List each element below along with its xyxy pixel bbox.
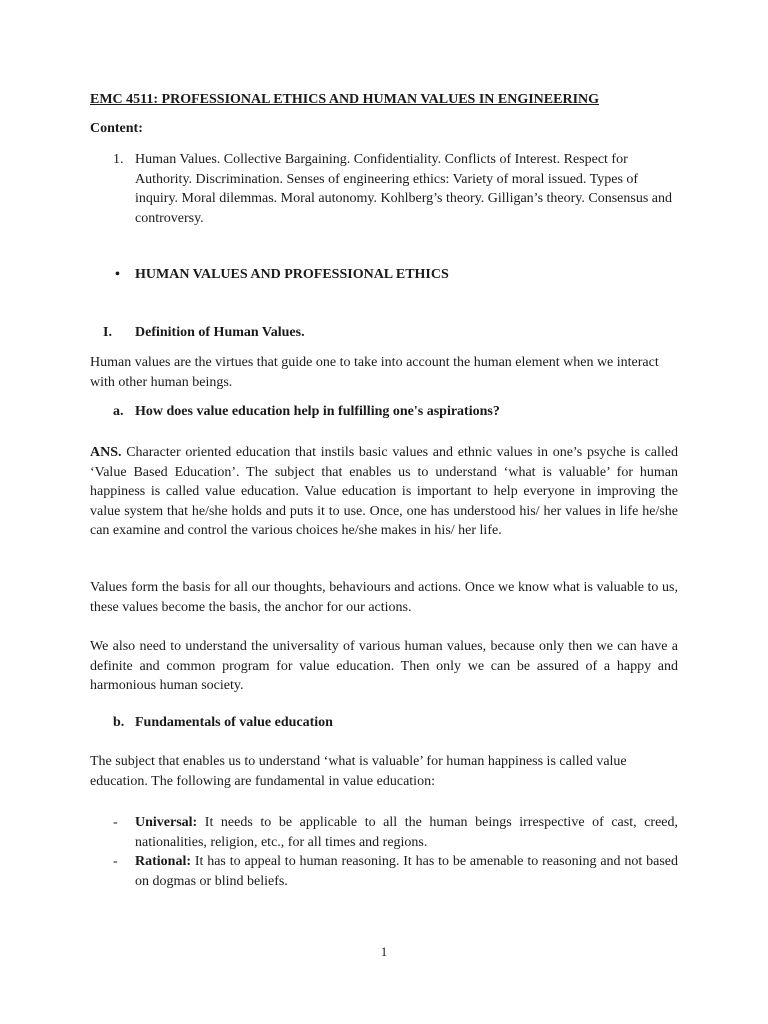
list-letter: b. xyxy=(113,715,125,730)
values-paragraph: Values form the basis for all our thoughts, behaviours and actions. Once we know what is valuable to us, these values become the basis, the anchor for our actions. xyxy=(90,580,678,615)
question-b-text: Fundamentals of value education xyxy=(135,715,333,730)
answer-paragraph xyxy=(90,443,678,541)
question-a-text: How does value education help in fulfilling one's aspirations? xyxy=(135,404,500,419)
question-a-heading xyxy=(90,404,678,420)
universality-paragraph: We also need to understand the universality of various human values, because only then we can have a definite and common program for value education. Then only we can be assured of a happy and harmonious human society. xyxy=(90,639,678,693)
fundamental-universal xyxy=(135,813,678,852)
list-number: 1. xyxy=(113,152,124,167)
list-item xyxy=(90,813,678,852)
content-label: Content: xyxy=(90,121,143,136)
content-topics-text: Human Values. Collective Bargaining. Confidentiality. Conflicts of Interest. Respect for Authority. Discrimination. Senses of engineering ethics: Variety of moral issued. Types of inquiry. Moral dilemmas. Moral autonomy. Kohlberg’s theory. Gilligan’s theory. Consensus and controversy. xyxy=(135,152,672,226)
question-b-heading xyxy=(90,715,678,731)
roman-numeral: I. xyxy=(103,325,112,340)
document-title: EMC 4511: PROFESSIONAL ETHICS AND HUMAN VALUES IN ENGINEERING xyxy=(90,92,600,107)
fundamentals-paragraph: The subject that enables us to understand ‘what is valuable’ for human happiness is called value education. The following are fundamental in value education: xyxy=(90,754,627,789)
bullet-heading: HUMAN VALUES AND PROFESSIONAL ETHICS xyxy=(135,267,449,282)
fundamental-rational xyxy=(135,852,678,891)
term-label: Rational: xyxy=(135,854,191,869)
content-list-item xyxy=(90,150,678,228)
term-label: Universal: xyxy=(135,815,198,830)
section-heading xyxy=(90,325,678,341)
dash-marker: - xyxy=(113,815,118,830)
dash-marker: - xyxy=(113,854,118,869)
list-letter: a. xyxy=(113,404,124,419)
bullet-marker: • xyxy=(115,267,120,282)
section-bullet xyxy=(90,267,678,283)
definition-paragraph: Human values are the virtues that guide one to take into account the human element when we interact with other human beings. xyxy=(90,355,659,390)
term-description: It has to appeal to human reasoning. It has to be amenable to reasoning and not based on dogmas or blind beliefs. xyxy=(135,854,678,889)
answer-text: Character oriented education that instils basic values and ethnic values in one’s psyche is called ‘Value Based Education’. The subject that enables us to understand ‘what is valuable’ for human happiness is called value education. Value education is important to help everyone in improving the value system that he/she holds and puts it to use. Once, one has understood his/ her values in life he/she can examine and control the various choices he/she makes in his/ her life. xyxy=(90,445,678,538)
term-description: It needs to be applicable to all the human beings irrespective of cast, creed, nationalities, religion, etc., for all times and regions. xyxy=(135,815,678,850)
answer-label: ANS. xyxy=(90,445,122,460)
page-number: 1 xyxy=(380,944,388,959)
list-item xyxy=(90,852,678,891)
section-heading-text: Definition of Human Values. xyxy=(135,325,305,340)
